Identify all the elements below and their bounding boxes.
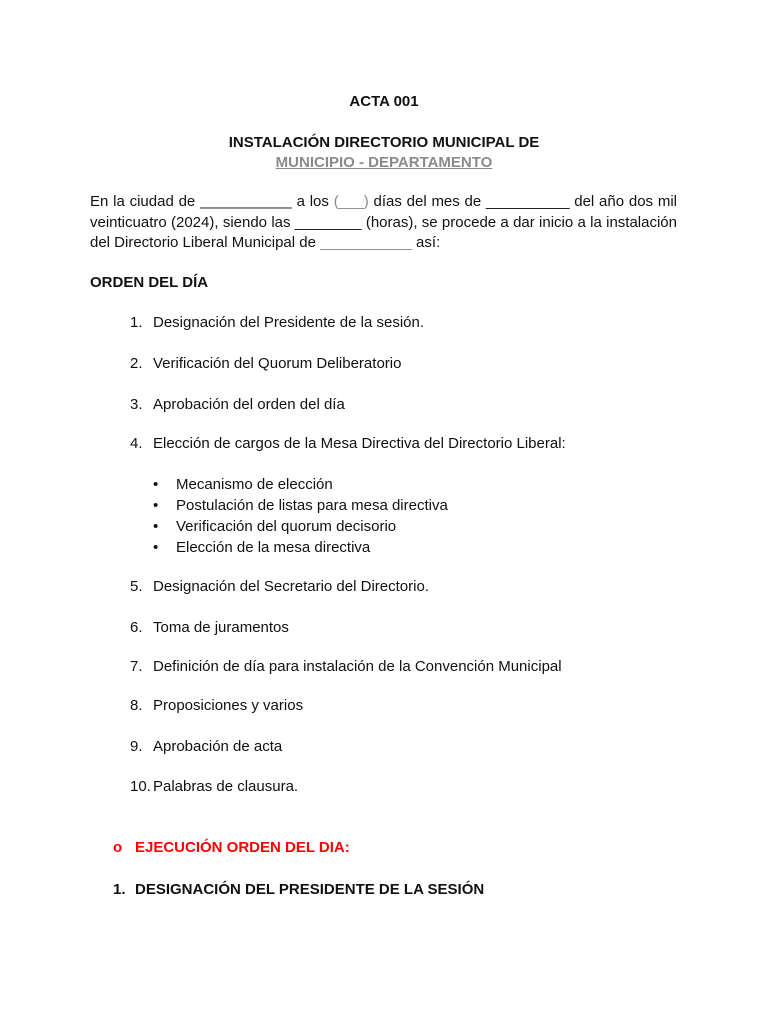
item-text: Verificación del Quorum Deliberatorio xyxy=(153,355,402,372)
section-heading-text: DESIGNACIÓN DEL PRESIDENTE DE LA SESIÓN xyxy=(135,881,485,898)
sub-list-item xyxy=(153,497,448,515)
list-item xyxy=(130,619,289,637)
section-number: 1. xyxy=(113,881,126,898)
intro-paragraph xyxy=(90,192,677,254)
intro-text-1: En la ciudad de xyxy=(90,193,201,210)
item-text: Palabras de clausura. xyxy=(153,778,299,795)
item-number: 4. xyxy=(130,435,143,452)
item-number: 9. xyxy=(130,738,143,755)
intro-text-4: del año dos mil veinticuatro (2024), siendo las xyxy=(90,193,677,231)
intro-text-5: (horas), se procede a dar inicio a la instalación del Directorio Liberal Municipal de xyxy=(90,213,677,251)
bullet-icon: • xyxy=(153,539,159,556)
blank-month: __________ xyxy=(486,193,570,210)
item-number: 2. xyxy=(130,355,143,372)
bullet-icon: • xyxy=(153,476,159,493)
item-text: Definición de día para instalación de la Convención Municipal xyxy=(153,658,562,675)
item-number: 10. xyxy=(130,778,151,795)
circle-bullet-icon: o xyxy=(113,839,123,856)
sub-item-text: Verificación del quorum decisorio xyxy=(176,518,397,535)
list-item xyxy=(130,778,298,796)
document-subtitle xyxy=(0,154,768,171)
item-number: 3. xyxy=(130,396,143,413)
sub-item-text: Postulación de listas para mesa directiva xyxy=(176,497,448,514)
blank-days: (___) xyxy=(333,193,369,210)
blank-municipio: ___________ xyxy=(320,234,412,251)
item-text: Toma de juramentos xyxy=(153,619,289,636)
sub-item-text: Elección de la mesa directiva xyxy=(176,539,371,556)
intro-text-3: días del mes de xyxy=(368,193,487,210)
item-number: 8. xyxy=(130,697,143,714)
item-number: 5. xyxy=(130,578,143,595)
orden-heading: ORDEN DEL DÍA xyxy=(90,274,209,291)
bullet-icon: • xyxy=(153,518,159,535)
execution-heading xyxy=(113,839,350,856)
intro-text-2: a los xyxy=(291,193,334,210)
subtitle-text: MUNICIPIO - DEPARTAMENTO xyxy=(275,154,493,171)
list-item xyxy=(130,355,401,373)
item-number: 1. xyxy=(130,314,143,331)
sub-item-text: Mecanismo de elección xyxy=(176,476,333,493)
item-text: Proposiciones y varios xyxy=(153,697,304,714)
document-title: INSTALACIÓN DIRECTORIO MUNICIPAL DE xyxy=(228,134,540,151)
list-item xyxy=(130,578,429,596)
item-number: 6. xyxy=(130,619,143,636)
blank-city: ___________ xyxy=(200,193,292,210)
acta-number: ACTA 001 xyxy=(349,93,419,110)
list-item xyxy=(130,738,282,756)
sub-list-item xyxy=(153,539,370,557)
item-text: Aprobación del orden del día xyxy=(153,396,345,413)
list-item xyxy=(130,697,303,715)
section-heading xyxy=(113,881,484,898)
sub-list-item xyxy=(153,518,396,536)
list-item xyxy=(130,658,562,676)
bullet-icon: • xyxy=(153,497,159,514)
list-item xyxy=(130,396,345,414)
list-item xyxy=(130,314,424,332)
list-item xyxy=(130,435,566,453)
item-text: Aprobación de acta xyxy=(153,738,283,755)
sub-list-item xyxy=(153,476,333,494)
blank-hours: ________ xyxy=(294,213,362,231)
item-text: Designación del Presidente de la sesión. xyxy=(153,314,425,331)
item-text: Designación del Secretario del Directorio. xyxy=(153,578,429,595)
item-text: Elección de cargos de la Mesa Directiva del Directorio Liberal: xyxy=(153,435,566,452)
execution-heading-text: EJECUCIÓN ORDEN DEL DIA: xyxy=(135,839,350,856)
intro-text-6: así: xyxy=(411,234,441,251)
item-number: 7. xyxy=(130,658,143,675)
